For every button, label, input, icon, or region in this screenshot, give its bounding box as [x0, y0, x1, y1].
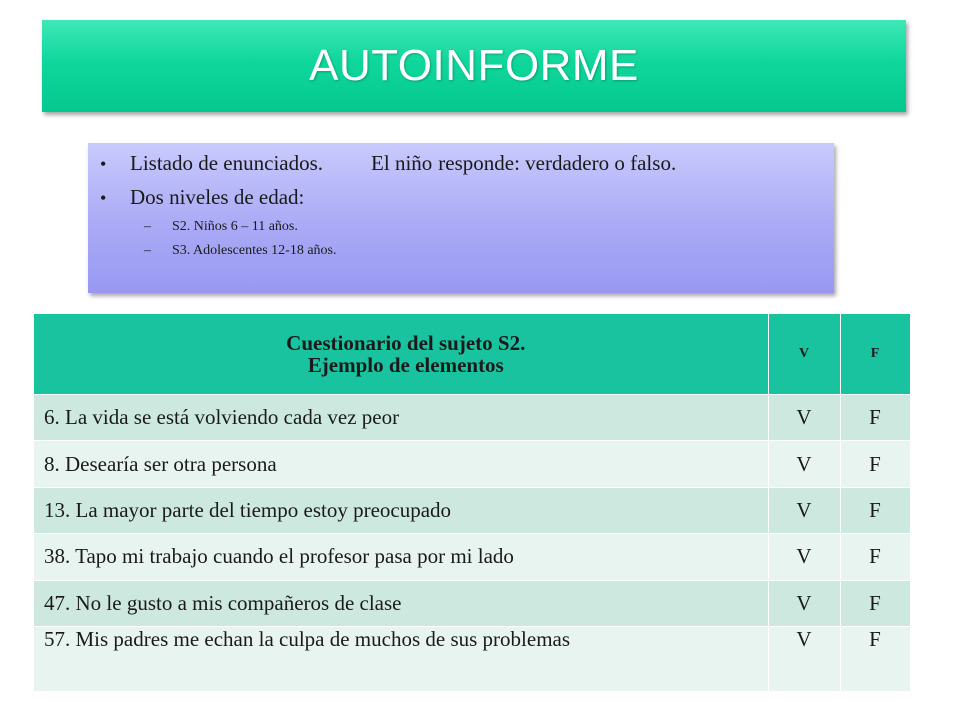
sub1-text: S2. Niños 6 – 11 años. [172, 219, 298, 234]
item-v: V [768, 627, 840, 692]
item-v: V [768, 395, 840, 441]
table-row [34, 580, 910, 626]
bullet2-text: Dos niveles de edad: [130, 185, 305, 209]
sub-item-2 [100, 243, 834, 267]
bullet1-part-c: responde: verdadero o falso. [438, 151, 677, 175]
item-text: 6. La vida se está volviendo cada vez peor [34, 395, 768, 441]
header-question-cell [34, 314, 768, 395]
header-v: V [768, 314, 840, 395]
questionnaire-table [34, 314, 911, 692]
table-row [34, 441, 910, 487]
header-f: F [840, 314, 910, 395]
header-line-1: Cuestionario del sujeto S2. [286, 331, 526, 355]
table-row [34, 534, 910, 580]
table-row [34, 395, 910, 441]
item-f: F [840, 441, 910, 487]
bullet1-part-a: Listado de enunciados. [130, 151, 324, 175]
info-box [88, 143, 834, 293]
item-f: F [840, 534, 910, 580]
bullet-icon: • [100, 154, 107, 174]
item-v: V [768, 487, 840, 533]
item-v: V [768, 534, 840, 580]
item-text: 13. La mayor parte del tiempo estoy preocupado [34, 487, 768, 533]
item-f: F [840, 627, 910, 692]
table-row [34, 487, 910, 533]
item-text: 38. Tapo mi trabajo cuando el profesor pasa por mi lado [34, 534, 768, 580]
table-row [34, 627, 910, 692]
slide-title: AUTOINFORME [309, 41, 639, 90]
bullet-item-1 [100, 151, 834, 185]
sub2-text: S3. Adolescentes 12-18 años. [172, 243, 337, 258]
item-f: F [840, 580, 910, 626]
item-f: F [840, 395, 910, 441]
dash-icon: – [144, 243, 151, 258]
item-text: 57. Mis padres me echan la culpa de muchos de sus problemas [34, 627, 768, 692]
item-text: 8. Desearía ser otra persona [34, 441, 768, 487]
bullet-icon: • [100, 188, 107, 208]
sub-item-1 [100, 219, 834, 243]
bullet1-part-b: El niño [371, 151, 433, 175]
header-line-2: Ejemplo de elementos [307, 353, 504, 377]
item-text: 47. No le gusto a mis compañeros de clase [34, 580, 768, 626]
bullet-item-2 [100, 185, 834, 219]
dash-icon: – [144, 219, 151, 234]
item-v: V [768, 580, 840, 626]
item-f: F [840, 487, 910, 533]
table-header-row [34, 314, 910, 395]
title-banner [42, 20, 906, 112]
item-v: V [768, 441, 840, 487]
